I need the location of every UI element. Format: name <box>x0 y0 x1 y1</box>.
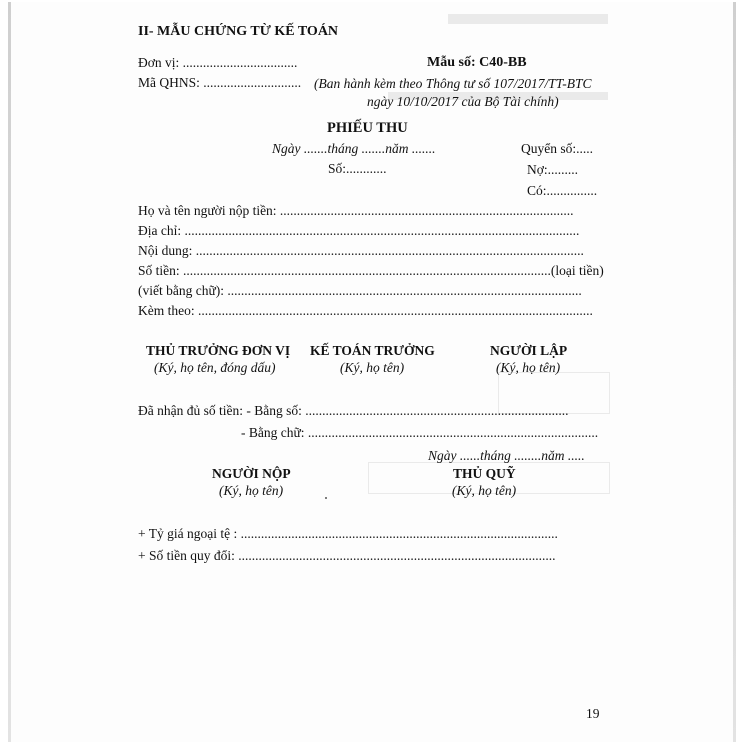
payer-name-field: Họ và tên người nộp tiền: ....................................................................................... <box>138 203 574 218</box>
form-code: Mẫu số: C40-BB <box>427 55 527 70</box>
chief-accountant-note: (Ký, họ tên) <box>340 360 405 375</box>
ma-qhns-field: Mã QHNS: ............................. <box>138 75 302 90</box>
chief-accountant-title: KẾ TOÁN TRƯỞNG <box>310 343 435 358</box>
content-field: Nội dung: ................................................................................................................... <box>138 243 584 258</box>
attached-docs-field: Kèm theo: ..................................................................................................................... <box>138 303 593 318</box>
debit-account: Nợ:......... <box>527 162 579 177</box>
received-amount-words: - Bằng chữ: ...................................................................................... <box>241 425 599 440</box>
preparer-title: NGƯỜI LẬP <box>490 343 568 358</box>
payer-signature-note: (Ký, họ tên) <box>219 483 284 498</box>
received-amount-numbers: Đã nhận đủ số tiền: - Bằng số: .............................................................................. <box>138 403 569 418</box>
section-title: II- MẪU CHỨNG TỪ KẾ TOÁN <box>138 24 339 39</box>
cashier-signature-note: (Ký, họ tên) <box>452 483 517 498</box>
receipt-date-line: Ngày .......tháng .......năm ....... <box>272 141 436 156</box>
credit-account: Có:............... <box>527 183 598 198</box>
show-through-artifact <box>448 14 608 24</box>
stray-dot <box>325 497 327 499</box>
converted-amount-field: + Số tiền quy đổi: .............................................................................................. <box>138 548 556 563</box>
receipt-number: Số:............ <box>328 161 387 176</box>
page-number: 19 <box>586 706 600 721</box>
payer-signature-title: NGƯỜI NỘP <box>212 466 291 481</box>
page-left-edge <box>8 2 11 742</box>
exchange-rate-field: + Tỷ giá ngoại tệ : .............................................................................................. <box>138 526 558 541</box>
amount-in-words-field: (viết bằng chữ): ......................................................................................................... <box>138 283 582 298</box>
book-number: Quyển số:..... <box>521 141 593 156</box>
preparer-note: (Ký, họ tên) <box>496 360 561 375</box>
page-right-edge <box>733 2 736 742</box>
received-date-line: Ngày ......tháng ........năm ..... <box>428 448 585 463</box>
receipt-title: PHIẾU THU <box>327 120 408 136</box>
unit-head-title: THỦ TRƯỞNG ĐƠN VỊ <box>146 343 291 358</box>
issuance-note-line2: ngày 10/10/2017 của Bộ Tài chính) <box>367 94 559 109</box>
address-field: Địa chỉ: ..................................................................................................................... <box>138 223 580 238</box>
amount-field: Số tiền: .............................................................................................................(loại tiền) <box>138 263 604 278</box>
issuance-note-line1: (Ban hành kèm theo Thông tư số 107/2017/TT-BTC <box>314 76 592 91</box>
don-vi-field: Đơn vị: .................................. <box>138 55 298 70</box>
cashier-signature-title: THỦ QUỸ <box>453 466 516 481</box>
unit-head-note: (Ký, họ tên, đóng dấu) <box>154 360 276 375</box>
